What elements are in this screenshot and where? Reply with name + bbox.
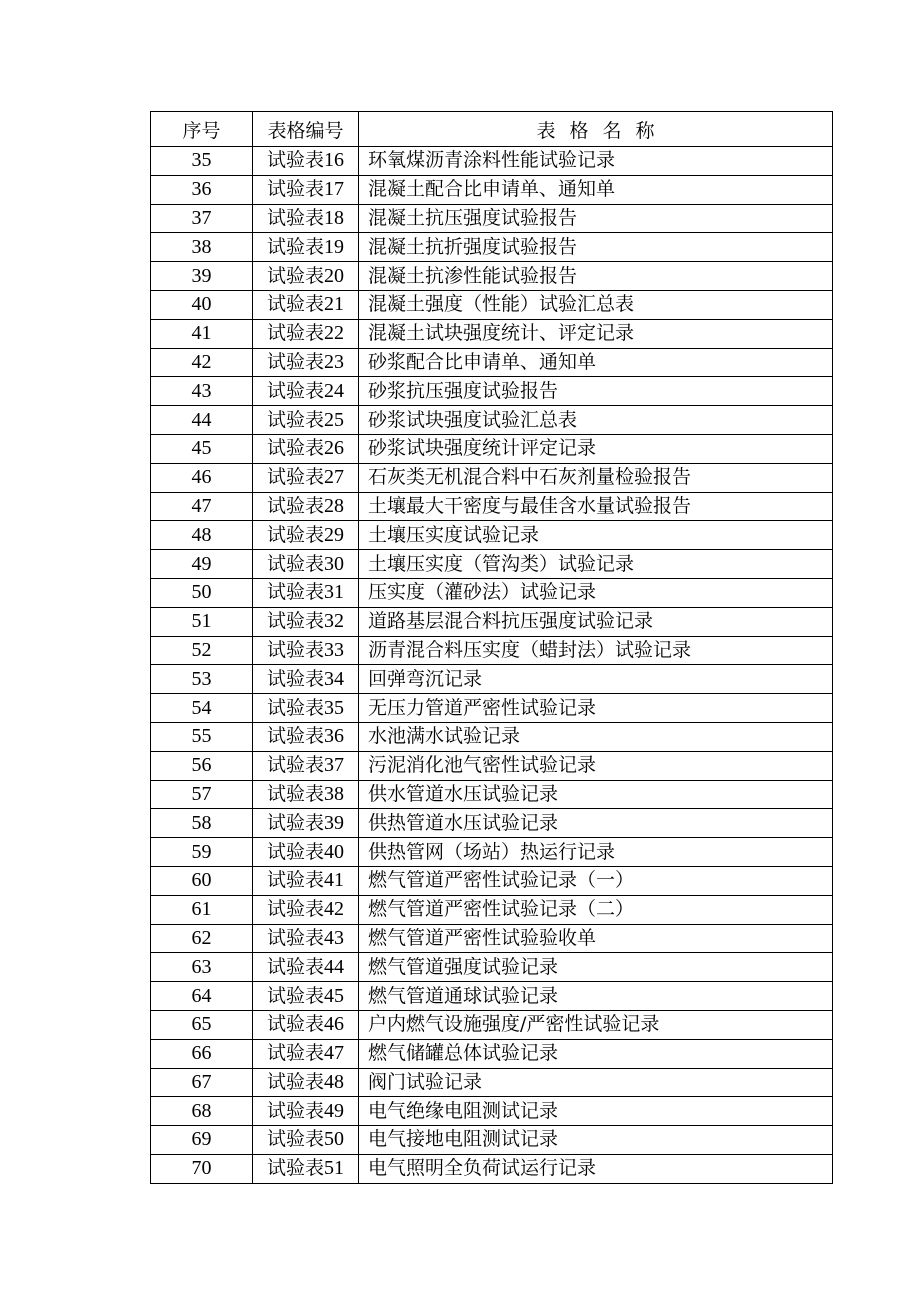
row-code-cell: [253, 866, 359, 895]
row-code-cell: [253, 809, 359, 838]
row-seq-cell: 60: [151, 866, 253, 895]
row-code-number: 41: [324, 869, 344, 892]
row-name-cell: 阀门试验记录: [359, 1068, 833, 1097]
row-code-cell: [253, 348, 359, 377]
row-name-cell: 混凝土抗渗性能试验报告: [359, 262, 833, 291]
row-code-prefix: 试验表: [266, 581, 324, 604]
row-code-cell: [253, 492, 359, 521]
row-name-cell: 砂浆试块强度试验汇总表: [359, 406, 833, 435]
row-code-number: 23: [324, 350, 344, 373]
row-code-cell: [253, 319, 359, 348]
row-seq-cell: 47: [151, 492, 253, 521]
row-seq-cell: 40: [151, 290, 253, 319]
table-row: [151, 319, 833, 348]
row-code-number: 47: [324, 1042, 344, 1065]
row-code-number: 45: [324, 984, 344, 1007]
row-code-prefix: 试验表: [266, 293, 324, 316]
row-code-cell: [253, 521, 359, 550]
table-row: [151, 780, 833, 809]
row-code-prefix: 试验表: [266, 754, 324, 777]
row-seq-cell: 49: [151, 550, 253, 579]
table-row: [151, 838, 833, 867]
table-body: [151, 147, 833, 1184]
row-code-cell: [253, 550, 359, 579]
row-code-cell: [253, 665, 359, 694]
table-row: [151, 1068, 833, 1097]
table-row: [151, 953, 833, 982]
row-code-number: 18: [324, 206, 344, 229]
row-code-prefix: 试验表: [266, 782, 324, 805]
row-name-cell: 供热管道水压试验记录: [359, 809, 833, 838]
row-seq-cell: 44: [151, 406, 253, 435]
row-code-cell: [253, 262, 359, 291]
row-name-cell: 电气照明全负荷试运行记录: [359, 1154, 833, 1183]
row-code-cell: [253, 377, 359, 406]
row-code-prefix: 试验表: [266, 408, 324, 431]
row-seq-cell: 64: [151, 982, 253, 1011]
row-name-cell: 电气绝缘电阻测试记录: [359, 1097, 833, 1126]
row-code-prefix: 试验表: [266, 523, 324, 546]
row-seq-cell: 35: [151, 147, 253, 176]
row-name-cell: 土壤压实度（管沟类）试验记录: [359, 550, 833, 579]
row-code-number: 35: [324, 696, 344, 719]
row-code-number: 36: [324, 725, 344, 748]
row-seq-cell: 59: [151, 838, 253, 867]
row-code-prefix: 试验表: [266, 811, 324, 834]
row-seq-cell: 66: [151, 1039, 253, 1068]
row-code-number: 39: [324, 811, 344, 834]
row-code-cell: [253, 751, 359, 780]
row-name-cell: 土壤压实度试验记录: [359, 521, 833, 550]
row-code-number: 40: [324, 840, 344, 863]
table-row: [151, 1126, 833, 1155]
row-code-cell: [253, 982, 359, 1011]
row-seq-cell: 41: [151, 319, 253, 348]
row-code-prefix: 试验表: [266, 437, 324, 460]
row-code-number: 51: [324, 1157, 344, 1180]
row-seq-cell: 61: [151, 895, 253, 924]
row-code-cell: [253, 1039, 359, 1068]
table-row: [151, 665, 833, 694]
table-row: [151, 377, 833, 406]
row-code-number: 17: [324, 178, 344, 201]
row-code-prefix: 试验表: [266, 235, 324, 258]
row-name-cell: 混凝土抗压强度试验报告: [359, 204, 833, 233]
table-row: [151, 262, 833, 291]
row-name-cell: 燃气管道通球试验记录: [359, 982, 833, 1011]
row-code-prefix: 试验表: [266, 610, 324, 633]
row-seq-cell: 43: [151, 377, 253, 406]
row-code-cell: [253, 434, 359, 463]
row-code-cell: [253, 290, 359, 319]
row-code-prefix: 试验表: [266, 1128, 324, 1151]
table-row: [151, 694, 833, 723]
row-seq-cell: 46: [151, 463, 253, 492]
row-seq-cell: 65: [151, 1010, 253, 1039]
row-code-prefix: 试验表: [266, 494, 324, 517]
row-name-cell: 砂浆抗压强度试验报告: [359, 377, 833, 406]
row-code-number: 32: [324, 610, 344, 633]
table-row: [151, 751, 833, 780]
row-name-cell: 混凝土试块强度统计、评定记录: [359, 319, 833, 348]
row-name-cell: 道路基层混合料抗压强度试验记录: [359, 607, 833, 636]
row-code-cell: [253, 780, 359, 809]
row-name-cell: 土壤最大干密度与最佳含水量试验报告: [359, 492, 833, 521]
row-code-cell: [253, 1097, 359, 1126]
row-name-cell: 无压力管道严密性试验记录: [359, 694, 833, 723]
row-seq-cell: 37: [151, 204, 253, 233]
table-row: [151, 290, 833, 319]
row-code-prefix: 试验表: [266, 1070, 324, 1093]
table-row: [151, 722, 833, 751]
row-code-number: 44: [324, 955, 344, 978]
row-seq-cell: 48: [151, 521, 253, 550]
row-code-number: 33: [324, 638, 344, 661]
row-seq-cell: 39: [151, 262, 253, 291]
table-row: [151, 147, 833, 176]
row-name-cell: 供水管道水压试验记录: [359, 780, 833, 809]
row-seq-cell: 45: [151, 434, 253, 463]
row-code-prefix: 试验表: [266, 1042, 324, 1065]
table-row: [151, 175, 833, 204]
row-name-cell: 混凝土抗折强度试验报告: [359, 233, 833, 262]
row-code-number: 25: [324, 408, 344, 431]
header-seq: 序号: [151, 112, 253, 147]
table-row: [151, 406, 833, 435]
table-row: [151, 982, 833, 1011]
row-code-prefix: 试验表: [266, 1157, 324, 1180]
header-code: 表格编号: [253, 112, 359, 147]
row-code-cell: [253, 1010, 359, 1039]
row-code-prefix: 试验表: [266, 178, 324, 201]
row-seq-cell: 69: [151, 1126, 253, 1155]
row-code-number: 50: [324, 1128, 344, 1151]
row-code-cell: [253, 607, 359, 636]
row-code-cell: [253, 953, 359, 982]
row-seq-cell: 67: [151, 1068, 253, 1097]
row-name-cell: 石灰类无机混合料中石灰剂量检验报告: [359, 463, 833, 492]
table-header-row: [151, 112, 833, 147]
row-code-cell: [253, 895, 359, 924]
row-code-number: 38: [324, 782, 344, 805]
form-index-table-container: [150, 111, 832, 1184]
row-code-cell: [253, 722, 359, 751]
row-code-number: 21: [324, 293, 344, 316]
row-code-cell: [253, 233, 359, 262]
row-code-prefix: 试验表: [266, 379, 324, 402]
row-name-cell: 供热管网（场站）热运行记录: [359, 838, 833, 867]
row-seq-cell: 68: [151, 1097, 253, 1126]
row-code-prefix: 试验表: [266, 725, 324, 748]
row-code-number: 48: [324, 1070, 344, 1093]
row-code-number: 26: [324, 437, 344, 460]
row-name-cell: 砂浆试块强度统计评定记录: [359, 434, 833, 463]
row-name-cell: 混凝土配合比申请单、通知单: [359, 175, 833, 204]
row-code-number: 22: [324, 322, 344, 345]
row-code-prefix: 试验表: [266, 840, 324, 863]
row-name-cell: 燃气管道严密性试验记录（一）: [359, 866, 833, 895]
row-name-cell: 户内燃气设施强度/严密性试验记录: [359, 1010, 833, 1039]
table-row: [151, 809, 833, 838]
row-seq-cell: 70: [151, 1154, 253, 1183]
row-seq-cell: 38: [151, 233, 253, 262]
row-code-number: 28: [324, 494, 344, 517]
row-code-prefix: 试验表: [266, 552, 324, 575]
row-code-cell: [253, 175, 359, 204]
table-row: [151, 204, 833, 233]
row-code-number: 30: [324, 552, 344, 575]
row-seq-cell: 56: [151, 751, 253, 780]
row-code-prefix: 试验表: [266, 869, 324, 892]
row-code-number: 34: [324, 667, 344, 690]
table-row: [151, 1097, 833, 1126]
row-code-prefix: 试验表: [266, 955, 324, 978]
row-name-cell: 回弹弯沉记录: [359, 665, 833, 694]
row-name-cell: 压实度（灌砂法）试验记录: [359, 578, 833, 607]
row-code-number: 37: [324, 754, 344, 777]
table-row: [151, 492, 833, 521]
row-code-cell: [253, 147, 359, 176]
row-seq-cell: 50: [151, 578, 253, 607]
row-code-cell: [253, 1068, 359, 1097]
row-seq-cell: 51: [151, 607, 253, 636]
row-code-prefix: 试验表: [266, 1013, 324, 1036]
row-code-prefix: 试验表: [266, 638, 324, 661]
row-seq-cell: 58: [151, 809, 253, 838]
row-seq-cell: 54: [151, 694, 253, 723]
table-row: [151, 521, 833, 550]
row-name-cell: 燃气管道严密性试验验收单: [359, 924, 833, 953]
row-code-prefix: 试验表: [266, 667, 324, 690]
row-code-cell: [253, 204, 359, 233]
table-row: [151, 866, 833, 895]
table-row: [151, 1010, 833, 1039]
row-code-cell: [253, 406, 359, 435]
row-code-cell: [253, 1154, 359, 1183]
row-seq-cell: 52: [151, 636, 253, 665]
table-row: [151, 463, 833, 492]
row-code-prefix: 试验表: [266, 1099, 324, 1122]
row-seq-cell: 36: [151, 175, 253, 204]
row-code-number: 46: [324, 1013, 344, 1036]
row-code-prefix: 试验表: [266, 926, 324, 949]
row-code-number: 43: [324, 926, 344, 949]
row-code-number: 29: [324, 523, 344, 546]
table-row: [151, 550, 833, 579]
row-name-cell: 砂浆配合比申请单、通知单: [359, 348, 833, 377]
row-code-prefix: 试验表: [266, 696, 324, 719]
row-code-prefix: 试验表: [266, 984, 324, 1007]
row-code-prefix: 试验表: [266, 264, 324, 287]
table-row: [151, 1039, 833, 1068]
form-index-table: [150, 111, 833, 1184]
row-code-number: 27: [324, 466, 344, 489]
row-name-cell: 燃气储罐总体试验记录: [359, 1039, 833, 1068]
row-code-number: 19: [324, 235, 344, 258]
row-seq-cell: 57: [151, 780, 253, 809]
row-code-prefix: 试验表: [266, 898, 324, 921]
row-name-cell: 污泥消化池气密性试验记录: [359, 751, 833, 780]
row-code-prefix: 试验表: [266, 206, 324, 229]
row-code-cell: [253, 924, 359, 953]
row-code-number: 20: [324, 264, 344, 287]
row-seq-cell: 53: [151, 665, 253, 694]
row-seq-cell: 62: [151, 924, 253, 953]
row-code-cell: [253, 1126, 359, 1155]
row-name-cell: 沥青混合料压实度（蜡封法）试验记录: [359, 636, 833, 665]
row-code-number: 16: [324, 149, 344, 172]
row-code-cell: [253, 694, 359, 723]
table-row: [151, 636, 833, 665]
row-code-prefix: 试验表: [266, 350, 324, 373]
table-row: [151, 348, 833, 377]
header-name: 表格名称: [359, 112, 833, 147]
row-name-cell: 环氧煤沥青涂料性能试验记录: [359, 147, 833, 176]
row-seq-cell: 63: [151, 953, 253, 982]
row-code-cell: [253, 838, 359, 867]
row-seq-cell: 55: [151, 722, 253, 751]
table-row: [151, 607, 833, 636]
row-code-number: 31: [324, 581, 344, 604]
row-code-cell: [253, 578, 359, 607]
table-row: [151, 434, 833, 463]
row-seq-cell: 42: [151, 348, 253, 377]
row-name-cell: 水池满水试验记录: [359, 722, 833, 751]
row-code-prefix: 试验表: [266, 322, 324, 345]
table-row: [151, 1154, 833, 1183]
row-name-cell: 燃气管道严密性试验记录（二）: [359, 895, 833, 924]
table-row: [151, 578, 833, 607]
row-code-number: 42: [324, 898, 344, 921]
row-code-number: 49: [324, 1099, 344, 1122]
row-name-cell: 电气接地电阻测试记录: [359, 1126, 833, 1155]
table-row: [151, 895, 833, 924]
row-code-cell: [253, 463, 359, 492]
row-code-prefix: 试验表: [266, 466, 324, 489]
table-row: [151, 233, 833, 262]
row-code-prefix: 试验表: [266, 149, 324, 172]
row-name-cell: 燃气管道强度试验记录: [359, 953, 833, 982]
row-code-cell: [253, 636, 359, 665]
row-name-cell: 混凝土强度（性能）试验汇总表: [359, 290, 833, 319]
table-row: [151, 924, 833, 953]
row-code-number: 24: [324, 379, 344, 402]
